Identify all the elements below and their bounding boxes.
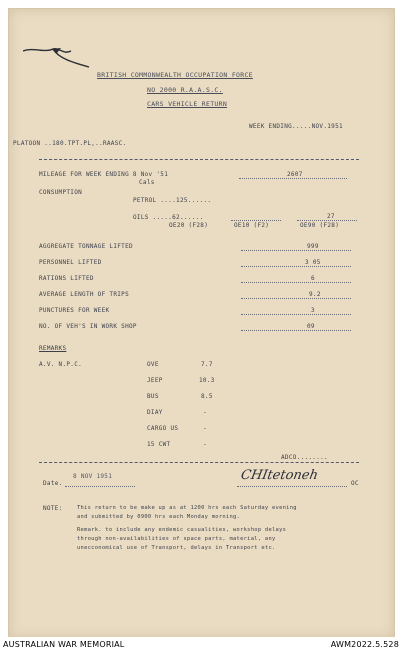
remarks-row-value-2: 8.5 (201, 393, 213, 400)
signature-dots (237, 486, 347, 487)
week-ending: WEEK ENDING.....NOV.1951 (249, 123, 343, 130)
remarks-av-label: A.V. N.P.C. (39, 361, 83, 368)
remarks-row-label-0: OVE (147, 361, 159, 368)
stat-dots-5 (241, 330, 351, 331)
separator-line (39, 159, 359, 160)
stat-value-4: 3 (311, 307, 315, 314)
signature-separator (39, 462, 359, 463)
stat-label-2: RATIONS LIFTED (39, 275, 94, 282)
date-label: Date. (43, 480, 63, 487)
oil-dots-3 (297, 220, 357, 221)
remarks-row-value-0: 7.7 (201, 361, 213, 368)
remarks-title: REMARKS (39, 345, 67, 352)
remarks-row-value-3: - (203, 409, 207, 416)
remark-line1: Remark. to include any endemic casualities, workshop delays (77, 527, 287, 533)
note-line2: and submitted by 0900 hrs each Monday morning. (77, 514, 241, 520)
stat-value-3: 9.2 (309, 291, 321, 298)
archive-footer (0, 637, 403, 653)
oil-value: 27 (327, 213, 335, 220)
note-line1: This return to be make up as at 1200 hrs each Saturday evening (77, 505, 297, 511)
signature-suffix: OC (351, 480, 359, 487)
stat-dots-2 (241, 282, 351, 283)
document-page (8, 8, 395, 639)
note-label: NOTE: (43, 505, 63, 512)
mileage-value: 2607 (287, 171, 303, 178)
remarks-row-label-1: JEEP (147, 377, 163, 384)
stat-label-5: NO. OF VEH'S IN WORK SHOP (39, 323, 137, 330)
stat-label-4: PUNCTURES FOR WEEK (39, 307, 110, 314)
remarks-row-label-2: BUS (147, 393, 159, 400)
stat-dots-4 (241, 314, 351, 315)
remark-line3: unecconomical use of Transport, delays in Transport etc. (77, 545, 276, 551)
footer-accession-number: AWM2022.5.528 (330, 640, 399, 649)
header-line1: BRITISH COMMONWEALTH OCCUPATION FORCE (97, 71, 253, 79)
platoon-field: PLATOON ..180.TPT.PL,..RAASC. (13, 140, 127, 147)
stat-value-2: 6 (311, 275, 315, 282)
stat-value-5: 09 (307, 323, 315, 330)
header-line3: CARS VEHICLE RETURN (147, 100, 228, 108)
remarks-row-value-4: - (203, 425, 207, 432)
footer-institution: AUSTRALIAN WAR MEMORIAL (3, 640, 125, 649)
stat-label-3: AVERAGE LENGTH OF TRIPS (39, 291, 129, 298)
remark-line2: through non-availabilities of space parts, material, any (77, 536, 276, 542)
stat-dots-0 (241, 250, 351, 251)
adco-field: ADCO........ (281, 454, 328, 461)
remarks-row-value-1: 10.3 (199, 377, 215, 384)
oil-type-1: OE20 (F28) (169, 222, 209, 229)
stat-dots-1 (241, 266, 351, 267)
stat-label-0: AGGREGATE TONNAGE LIFTED (39, 243, 133, 250)
petrol-field: PETROL ....125...... (133, 197, 212, 204)
stat-label-1: PERSONNEL LIFTED (39, 259, 102, 266)
remarks-row-label-3: DIAY (147, 409, 163, 416)
mileage-dots (239, 178, 347, 179)
mileage-label: MILEAGE FOR WEEK ENDING 8 Nov '51 (39, 171, 169, 178)
signature: CHItetoneh (239, 468, 320, 483)
date-stamp: 8 NOV 1951 (73, 473, 113, 480)
remarks-row-label-5: 15 CWT (147, 441, 171, 448)
oils-field: OILS .....62...... (133, 214, 204, 221)
remarks-row-label-4: CARGO US (147, 425, 179, 432)
paper-tear-mark (23, 45, 93, 75)
oil-type-3: OE90 (F28) (300, 222, 340, 229)
remarks-row-value-5: - (203, 441, 207, 448)
mileage-note: Cals (139, 179, 155, 186)
consumption-label: CONSUMPTION (39, 189, 83, 196)
header-line2: NO 2000 R.A.A.S.C. (147, 86, 223, 94)
stat-value-0: 999 (307, 243, 319, 250)
date-dots (65, 486, 135, 487)
oil-type-2: OE10 (F2) (234, 222, 270, 229)
stat-dots-3 (241, 298, 351, 299)
stat-value-1: 3 05 (305, 259, 321, 266)
oil-dots-2 (231, 220, 281, 221)
